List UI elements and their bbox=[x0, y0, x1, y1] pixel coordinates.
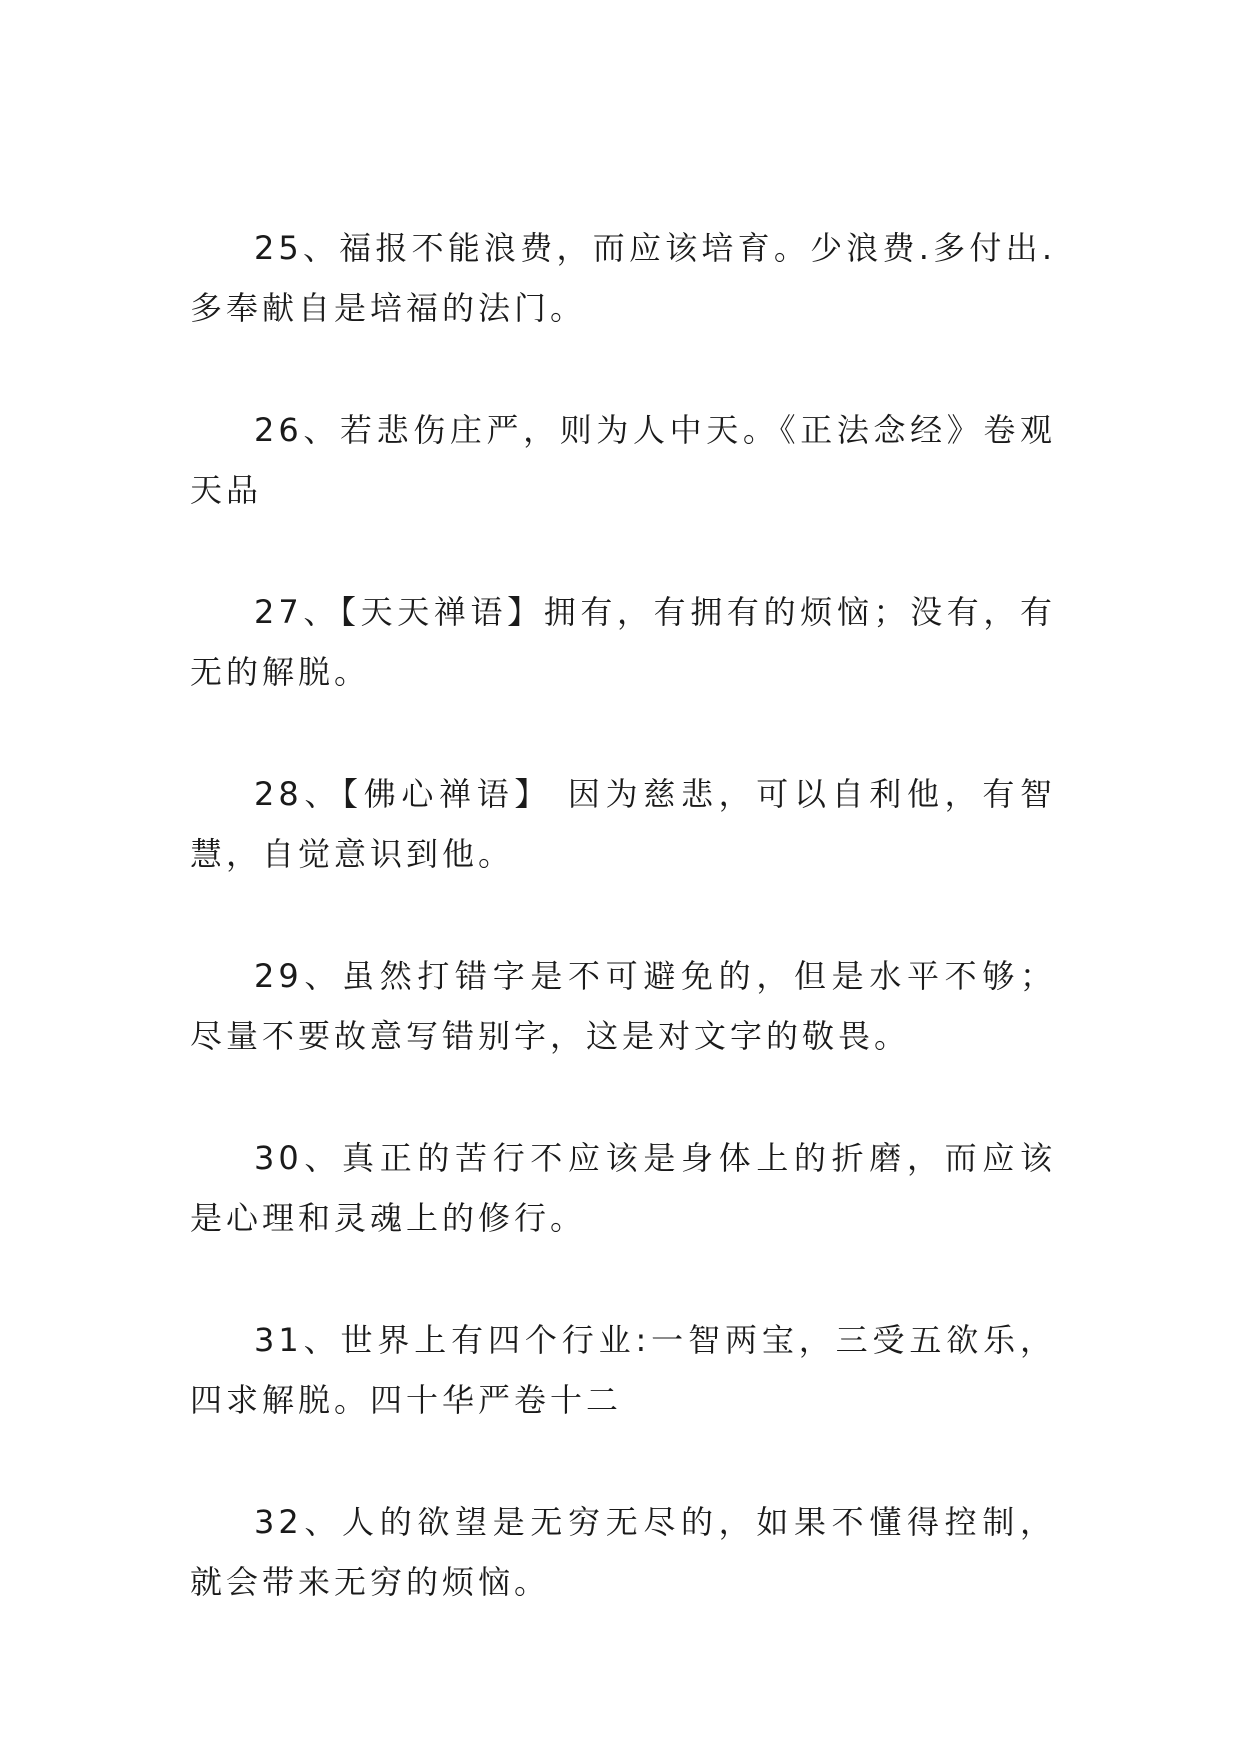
paragraph-26: 26、若悲伤庄严，则为人中天。《正法念经》卷观天品 bbox=[190, 411, 1056, 509]
paragraph-29: 29、虽然打错字是不可避免的，但是水平不够；尽量不要故意写错别字，这是对文字的敬畏。 bbox=[190, 957, 1056, 1055]
paragraph-31: 31、世界上有四个行业:一智两宝，三受五欲乐，四求解脱。四十华严卷十二 bbox=[190, 1321, 1056, 1419]
paragraph-30: 30、真正的苦行不应该是身体上的折磨，而应该是心理和灵魂上的修行。 bbox=[190, 1139, 1056, 1237]
paragraph-27: 27、【天天禅语】拥有，有拥有的烦恼；没有，有无的解脱。 bbox=[190, 593, 1056, 691]
paragraph-32: 32、人的欲望是无穷无尽的，如果不懂得控制，就会带来无穷的烦恼。 bbox=[190, 1503, 1056, 1601]
document-body bbox=[190, 218, 1056, 1674]
paragraph-28: 28、【佛心禅语】 因为慈悲，可以自利他，有智慧，自觉意识到他。 bbox=[190, 775, 1056, 873]
paragraph-25: 25、福报不能浪费，而应该培育。少浪费.多付出.多奉献自是培福的法门。 bbox=[190, 229, 1056, 327]
